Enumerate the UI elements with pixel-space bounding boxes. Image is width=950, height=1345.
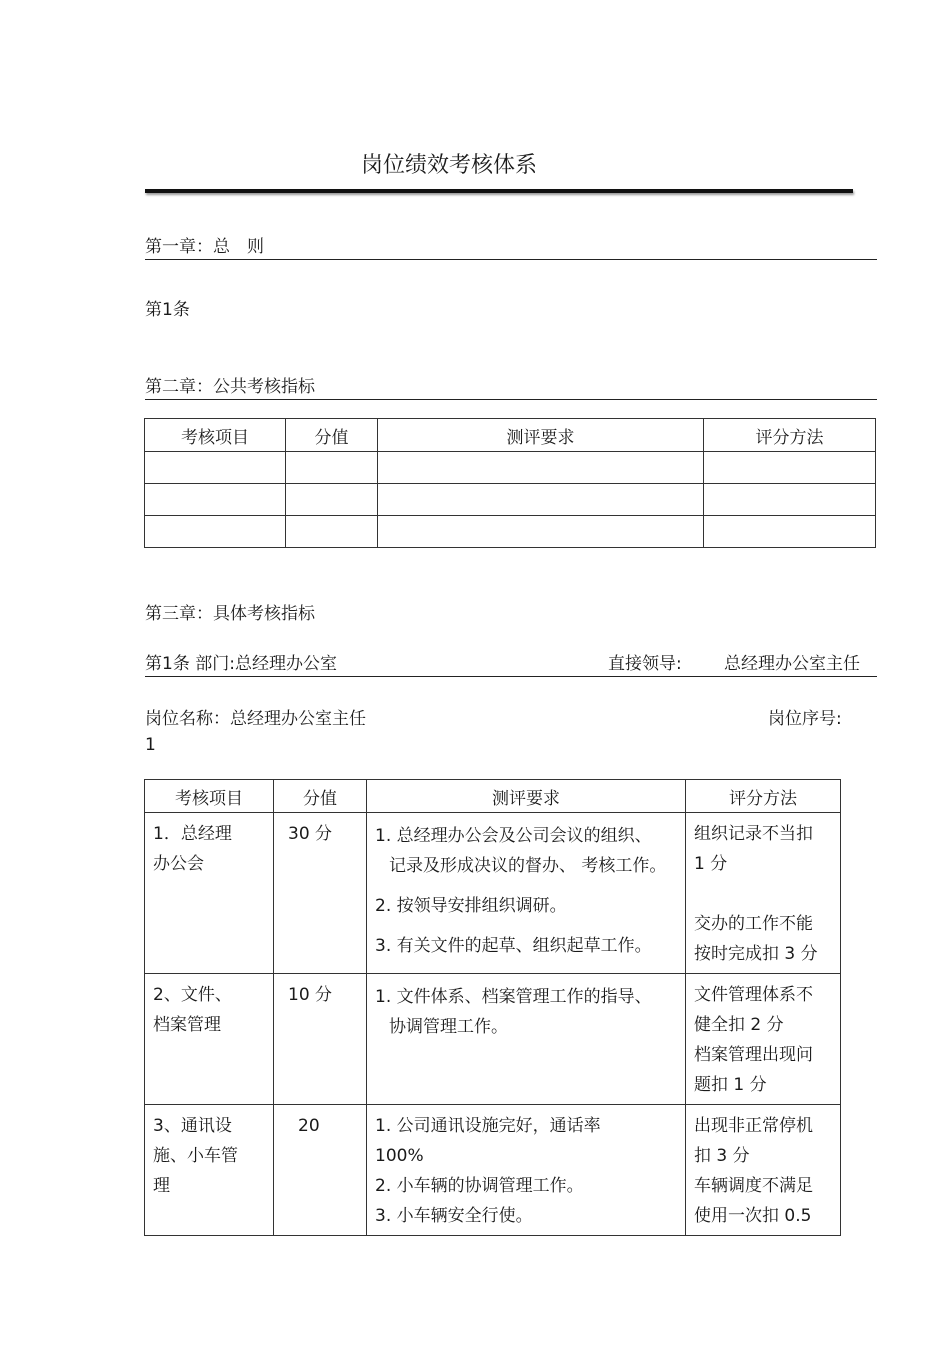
score-cell: 10 分: [274, 974, 367, 1105]
requirement-line: 1. 总经理办公会及公司会议的组织、: [375, 826, 652, 846]
table-row: [145, 1105, 841, 1236]
item-line: 1．总经理: [153, 824, 232, 844]
header-item: 考核项目: [145, 419, 286, 452]
table-cell: [145, 452, 286, 484]
score-cell: 30 分: [274, 813, 367, 974]
specific-indicators-table: [144, 779, 841, 1236]
requirement-line: 2. 按领导安排组织调研。: [375, 896, 567, 916]
table-row: [145, 516, 876, 548]
item-line: 2、文件、: [153, 985, 232, 1005]
requirement-line: 3. 有关文件的起草、组织起草工作。: [375, 936, 652, 956]
requirement-line: 协调管理工作。: [389, 1017, 508, 1037]
document-title: 岗位绩效考核体系: [360, 153, 537, 178]
method-line: 使用一次扣 0.5: [694, 1206, 812, 1226]
header-requirement: 测评要求: [367, 780, 686, 813]
method-cell: [686, 1105, 841, 1236]
score-cell: 20: [274, 1105, 367, 1236]
method-line: 按时完成扣 3 分: [694, 944, 818, 964]
method-cell: [686, 813, 841, 974]
requirement-line: 2. 小车辆的协调管理工作。: [375, 1176, 584, 1196]
table-cell: [704, 516, 876, 548]
table-header-row: [145, 419, 876, 452]
method-line: 交办的工作不能: [694, 914, 813, 934]
method-cell: [686, 974, 841, 1105]
method-line: 文件管理体系不: [694, 985, 813, 1005]
header-item: 考核项目: [145, 780, 274, 813]
public-indicators-table: [144, 418, 876, 548]
requirement-line: 100%: [375, 1146, 424, 1166]
chapter2-rule: [145, 399, 877, 400]
table-cell: [286, 516, 378, 548]
method-line: 车辆调度不满足: [694, 1176, 813, 1196]
requirement-line: 3. 小车辆安全行使。: [375, 1206, 533, 1226]
table-cell: [378, 484, 704, 516]
item-line: 3、通讯设: [153, 1116, 232, 1136]
method-line: 健全扣 2 分: [694, 1015, 784, 1035]
leader-label: 直接领导:: [608, 654, 682, 674]
header-requirement: 测评要求: [378, 419, 704, 452]
table-cell: [378, 452, 704, 484]
table-cell: [145, 484, 286, 516]
position-name: 岗位名称：总经理办公室主任: [145, 709, 366, 729]
table-cell: [704, 484, 876, 516]
leader-value: 总经理办公室主任: [724, 654, 860, 674]
requirement-line: 记录及形成决议的督办、 考核工作。: [389, 856, 667, 876]
requirement-line: 1. 文件体系、档案管理工作的指导、: [375, 987, 652, 1007]
table-row: [145, 484, 876, 516]
chapter1-rule: [145, 259, 877, 260]
table-header-row: [145, 780, 841, 813]
item-line: 理: [153, 1176, 170, 1196]
item-cell: [145, 974, 274, 1105]
item-line: 档案管理: [153, 1015, 221, 1035]
chapter1-heading: 第一章：总 则: [145, 237, 264, 257]
table-cell: [286, 452, 378, 484]
title-rule: [145, 189, 853, 193]
table-cell: [704, 452, 876, 484]
chapter2-heading: 第二章：公共考核指标: [145, 377, 315, 397]
method-line: 题扣 1 分: [694, 1075, 767, 1095]
department-rule: [145, 676, 877, 677]
table-cell: [145, 516, 286, 548]
header-score: 分值: [286, 419, 378, 452]
chapter1-article: 第1条: [145, 300, 190, 320]
position-no-label: 岗位序号:: [768, 709, 842, 729]
chapter3-heading: 第三章：具体考核指标: [145, 604, 315, 624]
header-score: 分值: [274, 780, 367, 813]
item-cell: [145, 813, 274, 974]
method-line: 扣 3 分: [694, 1146, 750, 1166]
requirement-line: 1. 公司通讯设施完好，通话率: [375, 1116, 601, 1136]
item-line: 办公会: [153, 854, 204, 874]
item-cell: [145, 1105, 274, 1236]
item-line: 施、小车管: [153, 1146, 238, 1166]
table-row: [145, 452, 876, 484]
method-line: 组织记录不当扣: [694, 824, 813, 844]
method-line: 档案管理出现问: [694, 1045, 813, 1065]
table-row: [145, 974, 841, 1105]
requirement-cell: [367, 813, 686, 974]
position-no-value: 1: [145, 735, 156, 755]
header-method: 评分方法: [704, 419, 876, 452]
table-cell: [286, 484, 378, 516]
method-line: 1 分: [694, 854, 728, 874]
requirement-cell: [367, 974, 686, 1105]
requirement-cell: [367, 1105, 686, 1236]
header-method: 评分方法: [686, 780, 841, 813]
method-line: 出现非正常停机: [694, 1116, 813, 1136]
department-label: 第1条 部门:总经理办公室: [145, 654, 337, 674]
table-cell: [378, 516, 704, 548]
table-row: [145, 813, 841, 974]
